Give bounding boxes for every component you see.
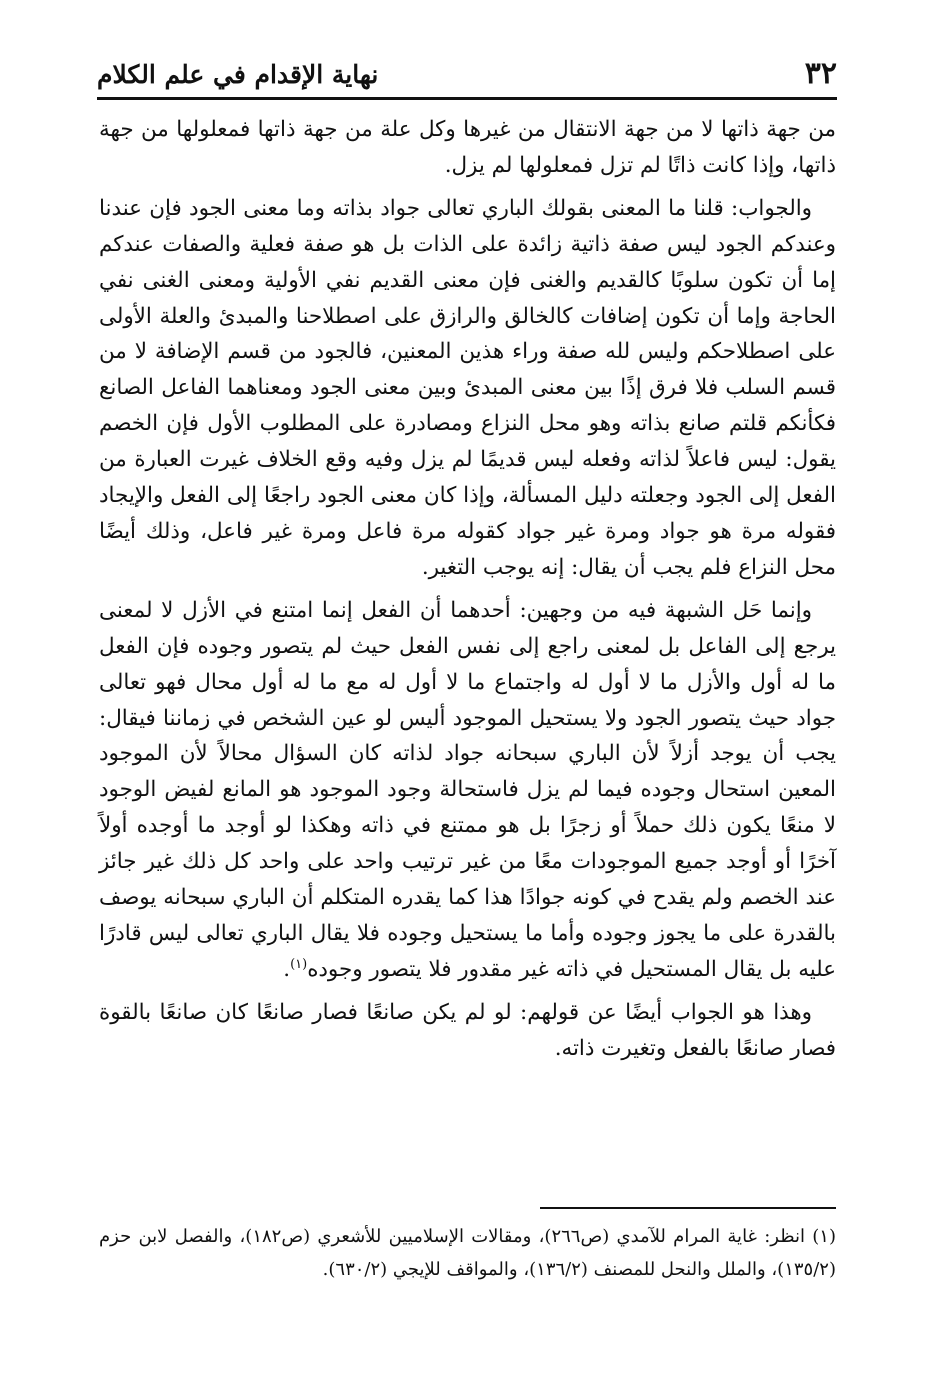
paragraph-3 [99, 593, 836, 988]
page-number: ٣٢ [804, 56, 837, 91]
paragraph-1: من جهة ذاتها لا من جهة الانتقال من غيرها وكل علة من جهة ذاتها فمعلولها من جهة ذاتها، وإذا كانت ذاتًا لم تزل فمعلولها لم يزل. [99, 117, 836, 178]
footnote-rule [540, 1207, 836, 1209]
paragraph-3-end: . [283, 956, 291, 982]
header-rule [97, 97, 837, 100]
book-title: نهاية الإقدام في علم الكلام [97, 60, 379, 89]
paragraph-4: وهذا هو الجواب أيضًا عن قولهم: لو لم يكن صانعًا فصار صانعًا كان صانعًا بالقوة فصار صانعًا بالفعل وتغيرت ذاته. [99, 999, 836, 1061]
footnote-1: (١) انظر: غاية المرام للآمدي (ص٢٦٦)، ومقالات الإسلاميين للأشعري (ص١٨٢)، والفصل لابن حزم (١٣٥/٢)، والملل والنحل للمصنف (١٣٦/٢)، والمواقف للإيجي (٦٣٠/٢). [99, 1226, 836, 1280]
main-text [99, 112, 836, 1067]
paragraph-3-text: وإنما حَل الشبهة فيه من وجهين: أحدهما أن الفعل إنما امتنع في الأزل لا لمعنى يرجع إلى الفاعل بل لمعنى راجع إلى نفس الفعل حيث لم يتصور وجوده فإن الفعل ما له أول والأزل ما لا أول له واجتماع ما لا أول له مع ما له أول محال فهو تعالى جواد حيث يتصور الجود ولا يستحيل الموجود أليس لو عين الشخص في زماننا فيقال: يجب أن يوجد أزلاً لأن الباري سبحانه جواد لذاته كان السؤال محالاً لأن الموجود المعين استحال وجوده فيما لم يزل فاستحالة وجود الموجود هو المانع لفيض الوجود لا منعًا يكون ذلك حملاً أو زجرًا بل هو ممتنع في ذاته وهكذا لو أوجد ما أوجده أولاً آخرًا أو أوجد جميع الموجودات معًا من غير ترتيب واحد على واحد كل ذلك غير جائز عند الخصم ولم يقدح في كونه جوادًا هذا كما يقدره المتكلم أن الباري سبحانه يوصف بالقدرة على ما يجوز وجوده وأما ما يستحيل وجوده فلا يقال الباري تعالى ليس قادرًا عليه بل يقال المستحيل في ذاته غير مقدور فلا يتصور وجوده [99, 597, 836, 982]
footnote-marker: (١) [290, 956, 308, 972]
footnotes [99, 1220, 836, 1286]
paragraph-2: والجواب: قلنا ما المعنى بقولك الباري تعالى جواد بذاته وما معنى الجود فإن عندنا وعندكم الجود ليس صفة ذاتية زائدة على الذات بل هو صفة فعلية والصفات عندكم إما أن تكون سلوبًا كالقديم والغنى فإن معنى القديم نفي الأولية ومعنى الغنى نفي الحاجة وإما أن تكون إضافات كالخالق والرازق على اصطلاحنا والمبدئ والعلة الأولى على اصطلاحكم وليس لله صفة وراء هذين المعنين، فالجود من قسم الإضافة لا من قسم السلب فلا فرق إذًا بين معنى المبدئ وبين معنى الجود ومعناهما الفاعل الصانع فكأنكم قلتم صانع بذاته وهو محل النزاع ومصادرة على المطلوب الأول فإن الخصم يقول: ليس فاعلاً لذاته وفعله ليس قديمًا لم يزل وفيه وقع الخلاف غيرت العبارة من الفعل إلى الجود وجعلته دليل المسألة، وإذا كان معنى الجود راجعًا إلى الفعل والإيجاد فقوله مرة هو جواد ومرة غير جواد كقوله مرة فاعل ومرة غير فاعل، وذلك أيضًا محل النزاع فلم يجب أن يقال: إنه يوجب التغير. [99, 195, 836, 580]
running-header [97, 52, 837, 100]
